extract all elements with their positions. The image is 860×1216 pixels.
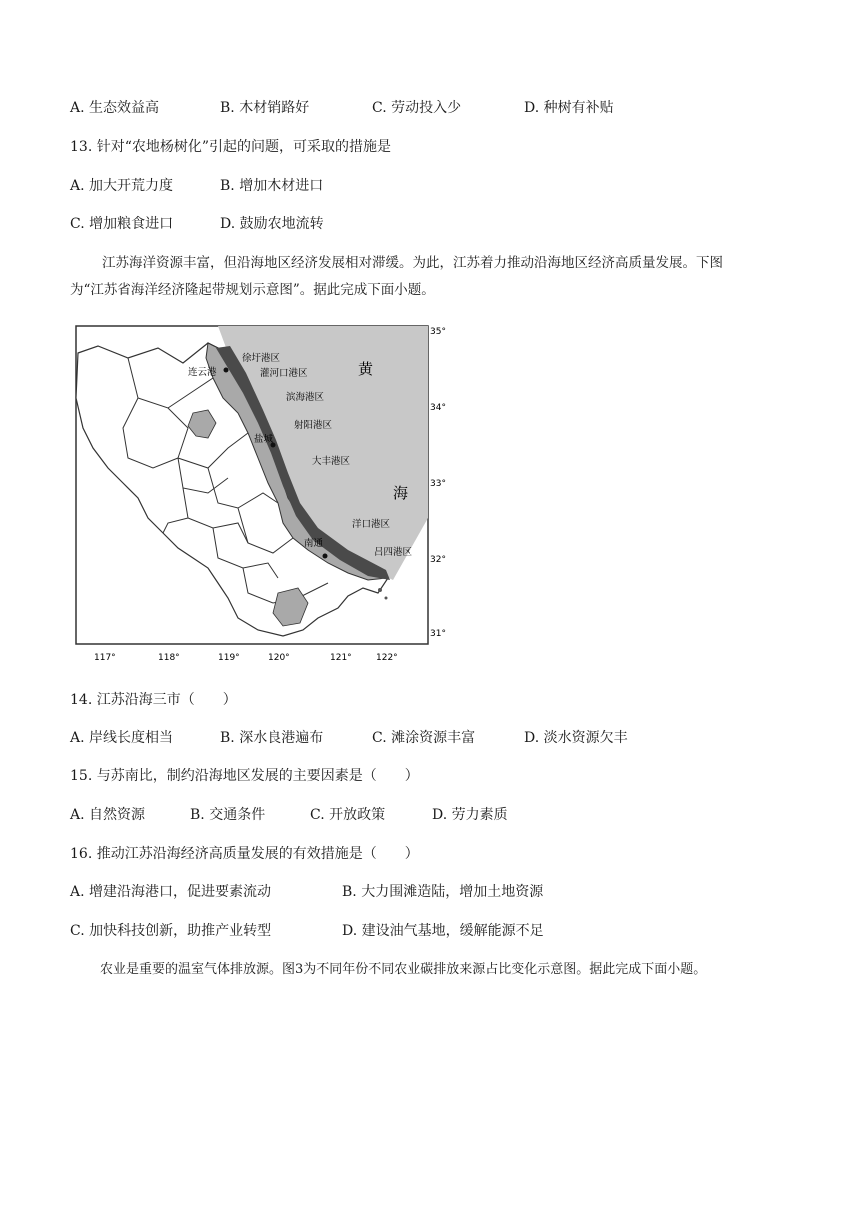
port-label: 灌河口港区 <box>260 368 308 379</box>
lat-label: 31° <box>430 629 446 639</box>
q15-option-d: D. 劳力素质 <box>432 807 508 823</box>
q15-option-c: C. 开放政策 <box>310 807 386 823</box>
q16-option-a: A. 增建沿海港口，促进要素流动 <box>70 884 272 900</box>
q16-option-b: B. 大力围滩造陆，增加土地资源 <box>342 884 544 900</box>
q13-stem: 13. 针对“农地杨树化”引起的问题，可采取的措施是 <box>70 139 392 155</box>
city-dot <box>224 368 229 373</box>
q13-option-b: B. 增加木材进口 <box>220 178 324 194</box>
lat-label: 33° <box>430 479 446 489</box>
port-label: 射阳港区 <box>294 420 333 431</box>
q14-option-b: B. 深水良港遍布 <box>220 730 324 746</box>
lat-label: 34° <box>430 403 446 413</box>
q13-option-c: C. 增加粮食进口 <box>70 216 174 232</box>
sea-label: 海 <box>393 484 409 502</box>
city-dot <box>323 554 328 559</box>
q13-option-a: A. 加大开荒力度 <box>70 178 174 194</box>
lon-label: 119° <box>218 653 240 663</box>
intro-agriculture: 农业是重要的温室气体排放源。图3为不同年份不同农业碳排放来源占比变化示意图。据此完成下面小题。 <box>100 962 707 977</box>
jiangsu-marine-economy-map <box>68 318 453 670</box>
q14-option-c: C. 滩涂资源丰富 <box>372 730 476 746</box>
port-label: 徐圩港区 <box>242 353 281 364</box>
city-label: 南通 <box>304 538 324 549</box>
q12-option-b: B. 木材销路好 <box>220 100 310 116</box>
q15-stem: 15. 与苏南比，制约沿海地区发展的主要因素是（ ） <box>70 768 419 784</box>
q12-option-d: D. 种树有补贴 <box>524 100 614 116</box>
lat-label: 32° <box>430 555 446 565</box>
lon-label: 117° <box>94 653 116 663</box>
q13-option-d: D. 鼓励农地流转 <box>220 216 324 232</box>
city-label: 连云港 <box>188 367 217 378</box>
q14-stem: 14. 江苏沿海三市（ ） <box>70 692 237 708</box>
lon-label: 122° <box>376 653 398 663</box>
port-label: 大丰港区 <box>312 456 351 467</box>
lon-label: 121° <box>330 653 352 663</box>
q16-option-d: D. 建设油气基地，缓解能源不足 <box>342 923 544 939</box>
q14-option-a: A. 岸线长度相当 <box>70 730 174 746</box>
q12-option-a: A. 生态效益高 <box>70 100 160 116</box>
lon-label: 120° <box>268 653 290 663</box>
q12-option-c: C. 劳动投入少 <box>372 100 462 116</box>
port-label: 吕四港区 <box>374 547 413 558</box>
intro-jiangsu-line2: 为“江苏省海洋经济隆起带规划示意图”。据此完成下面小题。 <box>70 282 435 298</box>
q16-stem: 16. 推动江苏沿海经济高质量发展的有效措施是（ ） <box>70 846 419 862</box>
port-label: 洋口港区 <box>352 519 391 530</box>
q15-option-a: A. 自然资源 <box>70 807 146 823</box>
city-label: 盐城 <box>254 434 274 445</box>
lon-label: 118° <box>158 653 180 663</box>
port-label: 滨海港区 <box>286 392 325 403</box>
q15-option-b: B. 交通条件 <box>190 807 266 823</box>
intro-jiangsu-line1: 江苏海洋资源丰富，但沿海地区经济发展相对滞缓。为此，江苏着力推动沿海地区经济高质量发展。下图 <box>102 255 723 271</box>
sea-label: 黄 <box>358 360 374 378</box>
q14-option-d: D. 淡水资源欠丰 <box>524 730 628 746</box>
lat-label: 35° <box>430 327 446 337</box>
q16-option-c: C. 加快科技创新，助推产业转型 <box>70 923 272 939</box>
